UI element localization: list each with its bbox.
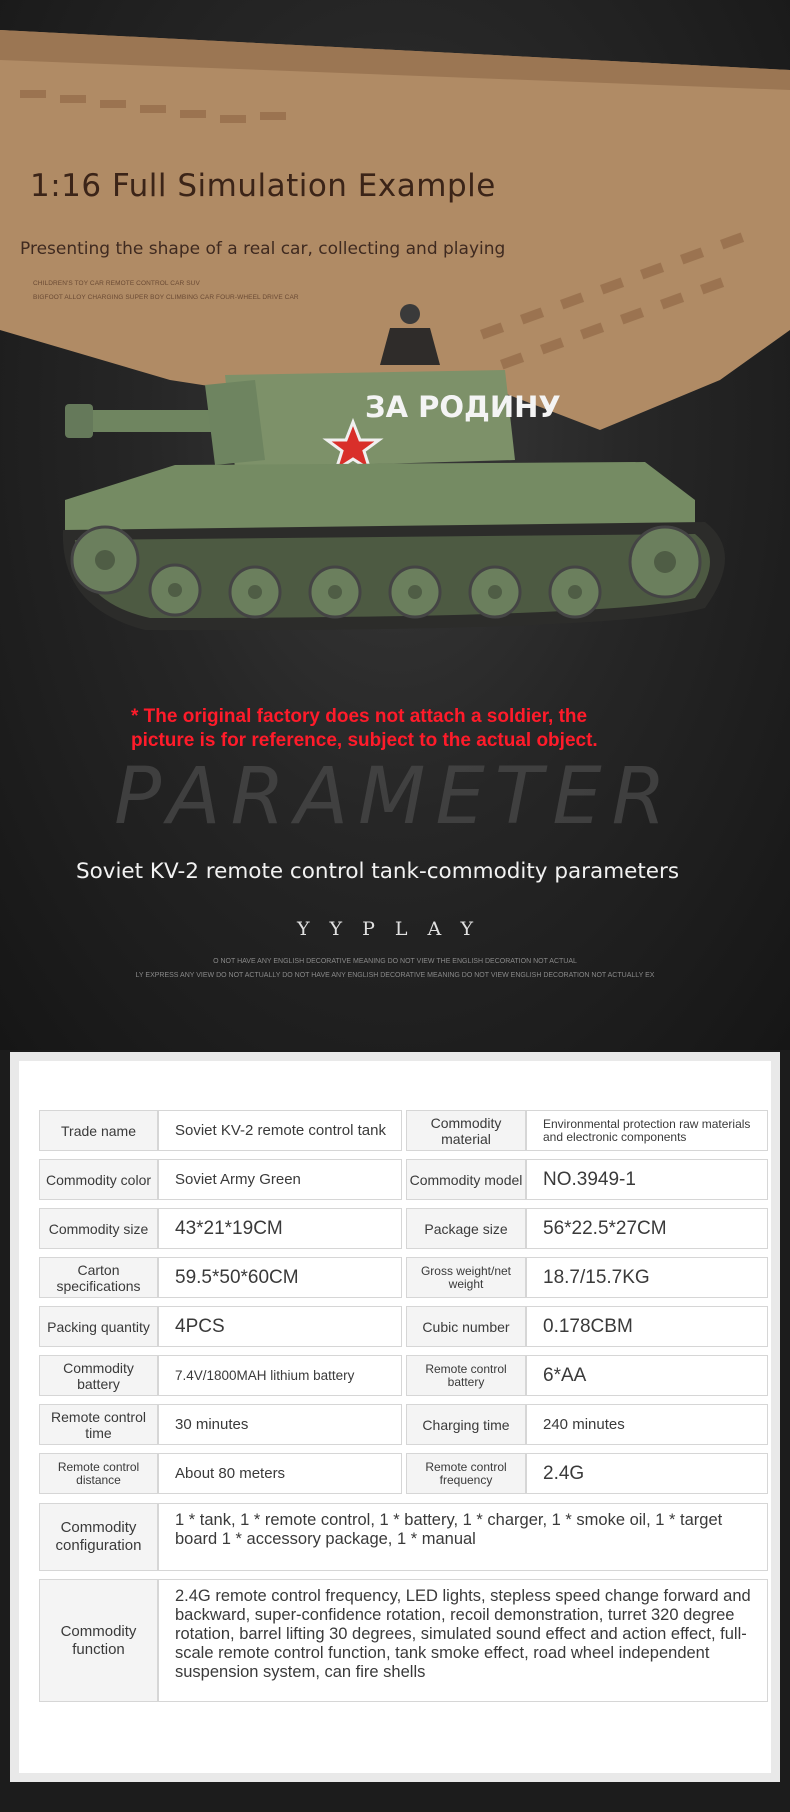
kv2-tank-image [55,290,755,710]
brand-subtext-1: O NOT HAVE ANY ENGLISH DECORATIVE MEANING DO NOT VIEW THE ENGLISH DECORATION NOT ACTUAL [213,958,577,965]
function-row [39,1579,768,1702]
spec-value: 6*AA [526,1355,768,1396]
spec-label: Packing quantity [39,1306,158,1347]
spec-row [39,1208,768,1249]
config-label: Commodity configuration [39,1503,158,1571]
spec-value: 4PCS [158,1306,402,1347]
spec-value: Soviet KV-2 remote control tank [158,1110,402,1151]
brand-logo: YYPLAY [297,918,493,940]
brand-subtext-2: LY EXPRESS ANY VIEW DO NOT ACTUALLY DO NOT HAVE ANY ENGLISH DECORATIVE MEANING DO NOT VIEW ENGLISH DECORATION NOT ACTUALLY EX [135,972,655,979]
spec-label: Commodity battery [39,1355,158,1396]
function-label: Commodity function [39,1579,158,1702]
spec-label: Commodity size [39,1208,158,1249]
parameter-title: Soviet KV-2 remote control tank-commodity parameters [75,859,680,884]
spec-value: Soviet Army Green [158,1159,402,1200]
spec-value: 56*22.5*27CM [526,1208,768,1249]
spec-label: Gross weight/net weight [406,1257,526,1298]
spec-value: 2.4G [526,1453,768,1494]
spec-value: 0.178CBM [526,1306,768,1347]
spec-label: Trade name [39,1110,158,1151]
spec-row [39,1453,768,1494]
function-value: 2.4G remote control frequency, LED lights, stepless speed change forward and backward, super-confidence rotation, recoil demonstration, turret 320 degree rotation, barrel lifting 30 degrees, simulated sound effect and action effect, full-scale remote control function, tank smoke effect, road wheel independent suspension system, can fire shells [158,1579,768,1702]
spec-row [39,1159,768,1200]
spec-value: 240 minutes [526,1404,768,1445]
soldier-disclaimer: * The original factory does not attach a soldier, the picture is for reference, subject to the actual object. [131,706,598,751]
hero-subtitle: Presenting the shape of a real car, collecting and playing [20,239,506,259]
spec-value: 59.5*50*60CM [158,1257,402,1298]
spec-label: Remote control frequency [406,1453,526,1494]
spec-label: Remote control time [39,1404,158,1445]
spec-row [39,1355,768,1396]
spec-label: Commodity color [39,1159,158,1200]
config-row [39,1503,768,1571]
spec-label: Commodity model [406,1159,526,1200]
spec-value: 7.4V/1800MAH lithium battery [158,1355,402,1396]
soldier-figure [380,304,440,365]
spec-value: NO.3949-1 [526,1159,768,1200]
parameter-watermark: PARAMETER [114,752,676,842]
spec-label: Carton specifications [39,1257,158,1298]
spec-card [10,1052,780,1782]
spec-value: 18.7/15.7KG [526,1257,768,1298]
micro-text-2: BIGFOOT ALLOY CHARGING SUPER BOY CLIMBING CAR FOUR-WHEEL DRIVE CAR [33,294,299,301]
micro-text-1: CHILDREN'S TOY CAR REMOTE CONTROL CAR SUV [33,280,200,287]
spec-label: Commodity material [406,1110,526,1151]
spec-value: About 80 meters [158,1453,402,1494]
spec-row [39,1110,768,1151]
spec-label: Remote control battery [406,1355,526,1396]
spec-label: Package size [406,1208,526,1249]
spec-label: Cubic number [406,1306,526,1347]
spec-value: 43*21*19CM [158,1208,402,1249]
tank-slogan: ЗА РОДИНУ [365,390,561,424]
spec-row [39,1404,768,1445]
spec-row [39,1306,768,1347]
spec-value: 30 minutes [158,1404,402,1445]
hero-title: 1:16 Full Simulation Example [30,168,496,204]
config-value: 1 * tank, 1 * remote control, 1 * battery, 1 * charger, 1 * smoke oil, 1 * target board 1 * accessory package, 1 * manual [158,1503,768,1571]
spec-row [39,1257,768,1298]
spec-label: Charging time [406,1404,526,1445]
spec-value: Environmental protection raw materials and electronic components [526,1110,768,1151]
spec-label: Remote control distance [39,1453,158,1494]
